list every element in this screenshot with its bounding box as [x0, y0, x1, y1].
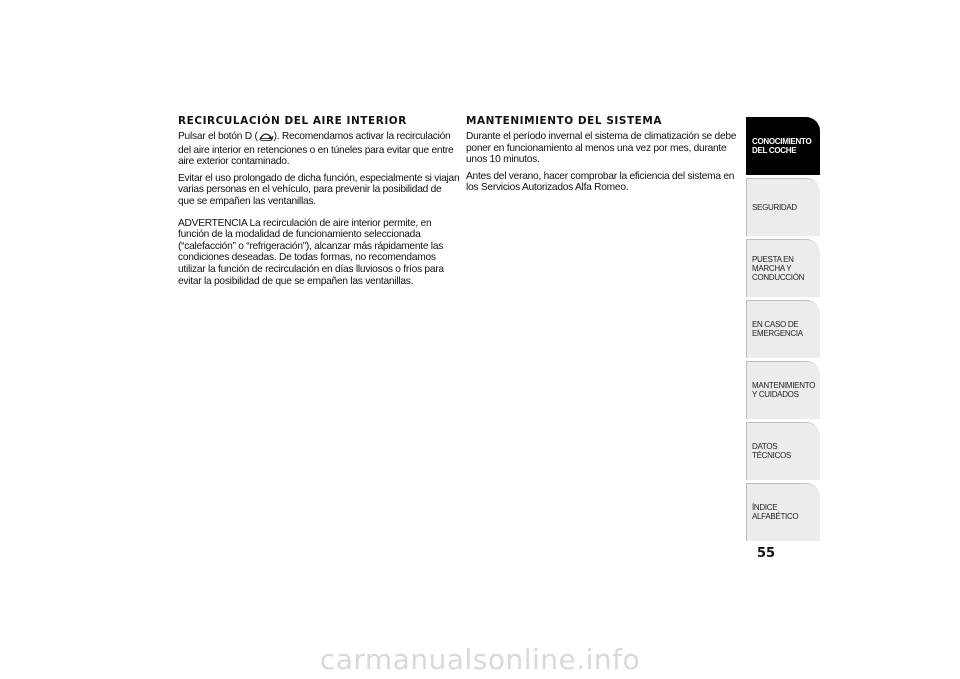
left-column	[178, 114, 460, 292]
paragraph-avoid-prolonged-use: Evitar el uso prolongado de dicha función, especialmente si viajan varias personas en el vehículo, para prevenir la posibilidad de que se empañen las ventanillas.	[178, 172, 460, 207]
tab-label: MANTENIMIENTO Y CUIDADOS	[752, 381, 816, 399]
tab-puesta-en-marcha[interactable]	[746, 239, 820, 297]
tab-mantenimiento-y-cuidados[interactable]	[746, 361, 820, 419]
tab-label: PUESTA EN MARCHA Y CONDUCCIÓN	[752, 254, 805, 282]
section-heading-maintenance: MANTENIMIENTO DEL SISTEMA	[466, 114, 663, 127]
tab-seguridad[interactable]	[746, 178, 820, 236]
paragraph-summer-check: Antes del verano, hacer comprobar la eficiencia del sistema en los Servicios Autorizados Alfa Romeo.	[466, 170, 735, 194]
tab-label: CONOCIMIENTO DEL COCHE	[752, 137, 812, 155]
tab-conocimiento-del-coche[interactable]	[746, 117, 820, 175]
chapter-tabs	[746, 117, 820, 544]
tab-label: DATOS TÉCNICOS	[752, 442, 791, 460]
recirculation-icon	[258, 131, 274, 145]
paragraph-text-start: Pulsar el botón D (	[178, 131, 258, 142]
page-number: 55	[757, 546, 776, 561]
tab-label: ÍNDICE ALFABÉTICO	[752, 503, 799, 521]
right-column	[466, 114, 738, 199]
paragraph-warning: ADVERTENCIA La recirculación de aire interior permite, en función de la modalidad de funcionamiento seleccionada (“calefacción” o “refrigeración”), alcanzar más rápidamente las condiciones deseadas. De todas formas, no recomendamos utilizar la función de recirculación en días lluviosos o fríos para evitar la posibilidad de que se empañen las ventanillas.	[178, 217, 444, 287]
tab-label: SEGURIDAD	[752, 202, 797, 212]
tab-datos-tecnicos[interactable]	[746, 422, 820, 480]
tab-label: EN CASO DE EMERGENCIA	[752, 320, 803, 338]
paragraph-recirculation-button	[178, 131, 460, 168]
tab-en-caso-de-emergencia[interactable]	[746, 300, 820, 358]
section-heading-recirculation: RECIRCULACIÓN DEL AIRE INTERIOR	[178, 114, 407, 127]
tab-indice-alfabetico[interactable]	[746, 483, 820, 541]
watermark: carmanualsonline.info	[319, 643, 641, 676]
paragraph-winter-maintenance: Durante el período invernal el sistema de climatización se debe poner en funcionamiento al menos una vez por mes, durante unos 10 minutos.	[466, 131, 737, 166]
paragraph-text-end: ). Recomendamos activar la recirculación del aire interior en retenciones o en túneles para evitar que entre aire exterior contaminado.	[178, 131, 454, 168]
